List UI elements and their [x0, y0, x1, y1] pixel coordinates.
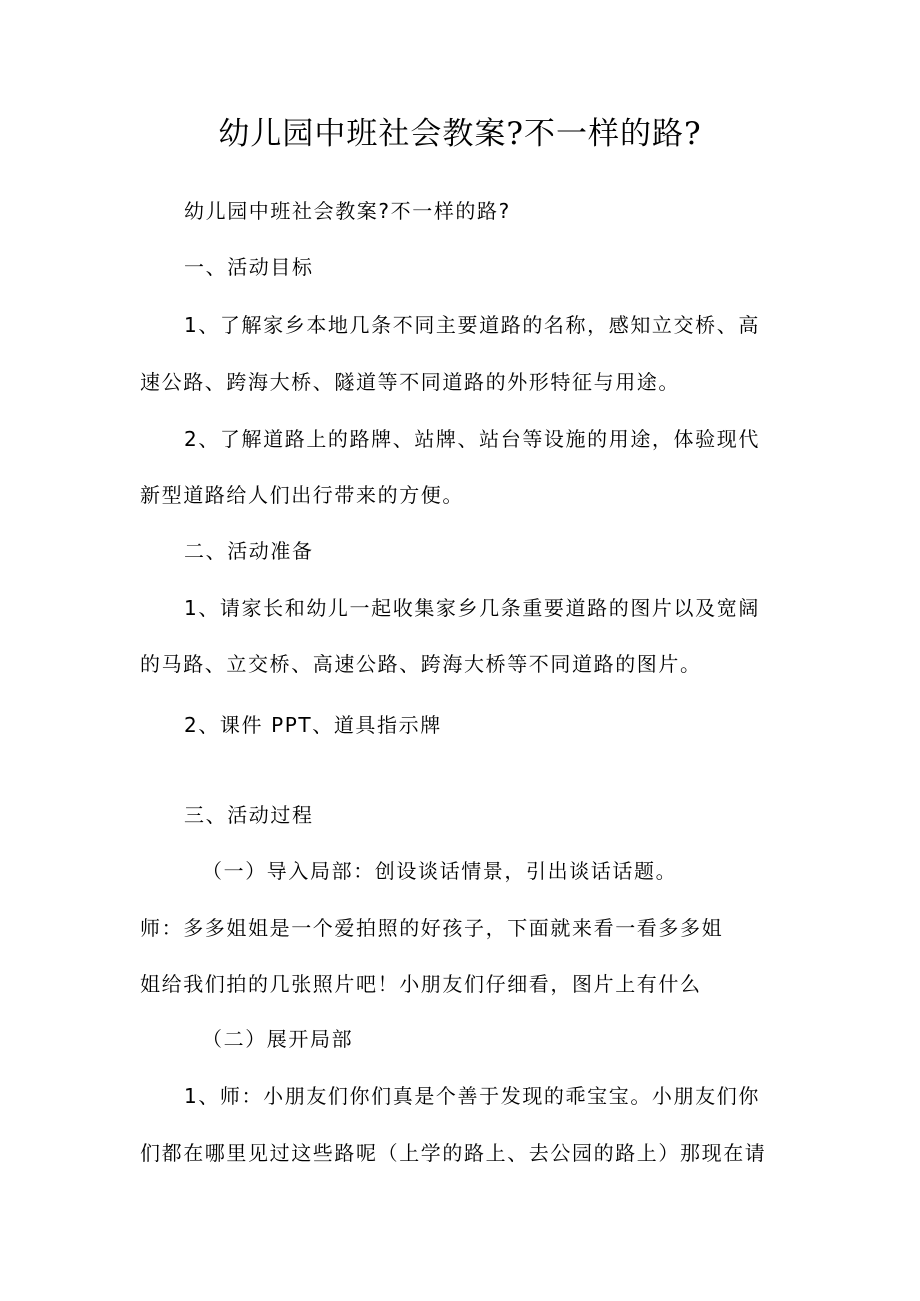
paragraph-line: 1、请家长和幼儿一起收集家乡几条重要道路的图片以及宽阔 [184, 596, 760, 620]
paragraph-line: 1、师：小朋友们你们真是个善于发现的乖宝宝。小朋友们你 [184, 1084, 760, 1108]
subsection-heading-intro: （一）导入局部：创设谈话情景，引出谈话话题。 [202, 859, 678, 883]
subtitle-line: 幼儿园中班社会教案?不一样的路? [184, 199, 511, 223]
section-heading-preparation: 二、活动准备 [184, 539, 314, 563]
paragraph-line: 师：多多姐姐是一个爱拍照的好孩子，下面就来看一看多多姐 [140, 916, 724, 940]
section-heading-goals: 一、活动目标 [184, 255, 314, 279]
paragraph-line: 新型道路给人们出行带来的方便。 [140, 483, 464, 507]
subsection-heading-develop: （二）展开局部 [202, 1027, 354, 1051]
document-title: 幼儿园中班社会教案?不一样的路? [218, 116, 702, 152]
paragraph-line: 1、了解家乡本地几条不同主要道路的名称，感知立交桥、高 [184, 313, 760, 337]
section-heading-process: 三、活动过程 [184, 803, 314, 827]
paragraph-line: 2、了解道路上的路牌、站牌、站台等设施的用途，体验现代 [184, 427, 760, 451]
paragraph-line: 们都在哪里见过这些路呢（上学的路上、去公园的路上）那现在请 [140, 1141, 767, 1165]
paragraph-line: 2、课件 PPT、道具指示牌 [184, 713, 442, 737]
paragraph-line: 姐给我们拍的几张照片吧！小朋友们仔细看，图片上有什么 [140, 972, 702, 996]
paragraph-line: 的马路、立交桥、高速公路、跨海大桥等不同道路的图片。 [140, 652, 702, 676]
paragraph-line: 速公路、跨海大桥、隧道等不同道路的外形特征与用途。 [140, 370, 680, 394]
